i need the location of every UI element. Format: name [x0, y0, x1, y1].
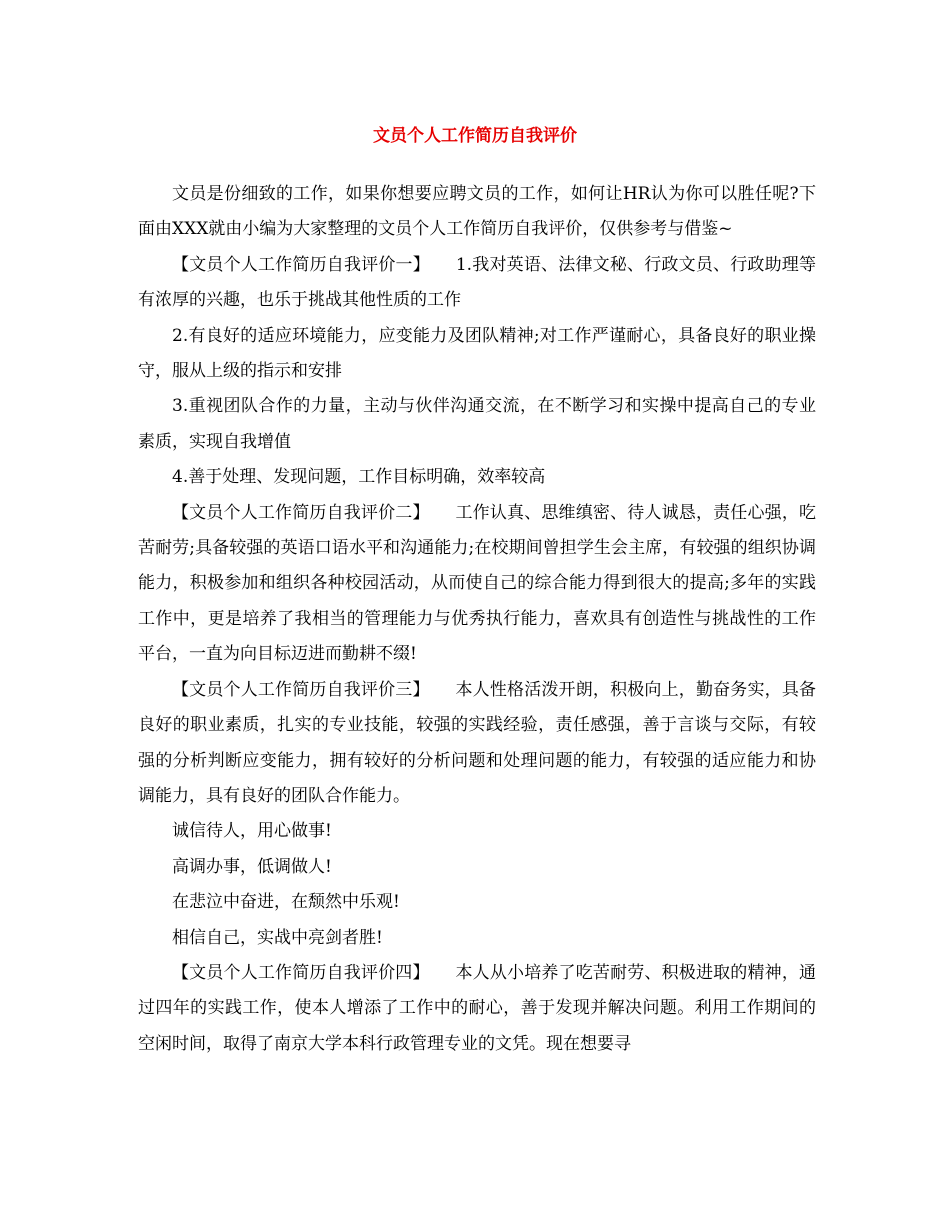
paragraph-motto-3: 在悲泣中奋进，在颓然中乐观!: [172, 892, 400, 913]
paragraph-motto-2: 高调办事，低调做人!: [172, 856, 332, 877]
paragraph-motto-1: 诚信待人，用心做事!: [172, 821, 332, 842]
paragraph-motto-4: 相信自己，实战中亮剑者胜!: [172, 927, 383, 948]
paragraph-intro: 文员是份细致的工作，如果你想要应聘文员的工作，如何让HR认为你可以胜任呢?下面由XXX就由小编为大家整理的文员个人工作简历自我评价，仅供参考与借鉴~: [138, 184, 816, 240]
paragraph-evaluation-four: 【文员个人工作简历自我评价四】 本人从小培养了吃苦耐劳、积极进取的精神，通过四年的实践工作，使本人增添了工作中的耐心，善于发现并解决问题。利用工作期间的空闲时间，取得了南京大学本科行政管理专业的文凭。现在想要寻: [138, 962, 816, 1054]
document-body: [138, 177, 816, 1062]
paragraph-point-2: 2.有良好的适应环境能力，应变能力及团队精神;对工作严谨耐心，具备良好的职业操守，服从上级的指示和安排: [138, 325, 816, 382]
paragraph-point-4: 4.善于处理、发现问题，工作目标明确，效率较高: [172, 467, 546, 488]
paragraph-evaluation-one: 【文员个人工作简历自我评价一】 1.我对英语、法律文秘、行政文员、行政助理等有浓厚的兴趣，也乐于挑战其他性质的工作: [138, 254, 816, 311]
paragraph-evaluation-two: 【文员个人工作简历自我评价二】 工作认真、思维缜密、待人诚恳，责任心强，吃苦耐劳;具备较强的英语口语水平和沟通能力;在校期间曾担学生会主席，有较强的组织协调能力，积极参加和组织各种校园活动，从而使自己的综合能力得到很大的提高;多年的实践工作中，更是培养了我相当的管理能力与优秀执行能力，喜欢具有创造性与挑战性的工作平台，一直为向目标迈进而勤耕不缀!: [138, 502, 816, 665]
paragraph-evaluation-three: 【文员个人工作简历自我评价三】 本人性格活泼开朗，积极向上，勤奋务实，具备良好的职业素质，扎实的专业技能，较强的实践经验，责任感强，善于言谈与交际，有较强的分析判断应变能力，拥有较好的分析问题和处理问题的能力，有较强的适应能力和协调能力，具有良好的团队合作能力。: [138, 679, 816, 806]
paragraph-point-3: 3.重视团队合作的力量，主动与伙伴沟通交流，在不断学习和实操中提高自己的专业素质，实现自我增值: [138, 396, 816, 452]
document-title: 文员个人工作简历自我评价: [373, 126, 577, 146]
